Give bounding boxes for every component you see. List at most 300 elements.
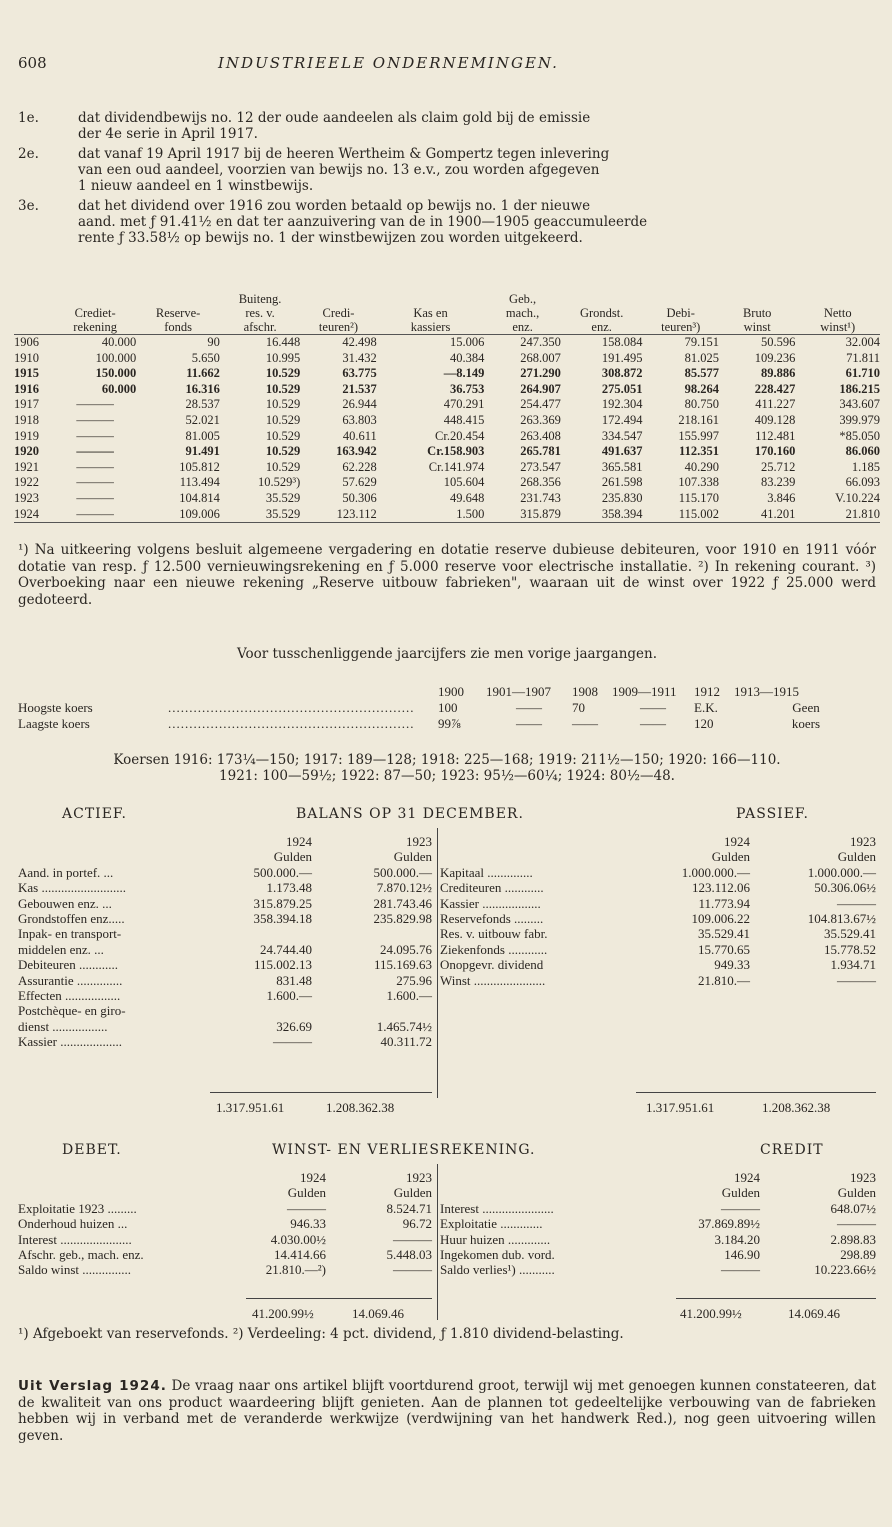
- credit-title: CREDIT: [760, 1142, 824, 1158]
- history-cell: 26.944: [342, 397, 377, 412]
- history-cell: 399.979: [839, 412, 880, 427]
- history-header-cell: mach.,: [505, 306, 540, 320]
- history-cell: 273.547: [520, 459, 561, 474]
- history-header-cell: afschr.: [243, 320, 277, 334]
- ledger-label: Huur huizen .............: [440, 1231, 551, 1247]
- ledger-label: Kas ..........................: [18, 880, 126, 896]
- ledger-row: [440, 880, 876, 895]
- history-row: [14, 382, 880, 398]
- balans-title: BALANS OP 31 DECEMBER.: [296, 806, 524, 822]
- ledger-amount: 35.529.41: [824, 926, 876, 942]
- history-cell: 264.907: [520, 381, 561, 396]
- history-cell: 113.494: [179, 475, 220, 490]
- history-cell: 15.006: [377, 335, 485, 351]
- history-cell: 91.491: [185, 444, 220, 459]
- ledger-label: Kassier ...................: [18, 1034, 122, 1050]
- history-cell: 191.495: [601, 350, 643, 365]
- history-cell: 254.477: [520, 397, 561, 412]
- ledger-amount: ———: [287, 1200, 326, 1216]
- ledger-amount: 123.112.06: [691, 880, 750, 896]
- history-header-cell: [561, 292, 643, 306]
- history-cell: 3.846: [767, 490, 796, 505]
- year-head: 1924: [286, 834, 312, 849]
- ledger-label: Assurantie ..............: [18, 972, 123, 988]
- history-cell: 268.356: [520, 475, 561, 490]
- unit-head: Gulden: [711, 849, 750, 865]
- history-cell: 10.995: [265, 350, 301, 365]
- history-header-cell: [377, 292, 485, 306]
- history-cell: 86.060: [845, 444, 880, 459]
- ledger-label: Debiteuren ............: [18, 957, 119, 973]
- ledger-amount: 11.773.94: [698, 895, 750, 911]
- history-cell: 186.215: [839, 381, 880, 396]
- unit-head: Gulden: [393, 1185, 432, 1201]
- page-number: 608: [18, 54, 47, 72]
- koers-value: ——: [640, 716, 666, 731]
- ledger-amount: 10.223.66½: [814, 1262, 876, 1278]
- history-header-cell: Bruto: [742, 306, 772, 320]
- history-cell: 105.604: [443, 475, 485, 490]
- item-line: van een oud aandeel, voorzien van bewijs no. 13 e.v., zou worden afgegeven: [78, 162, 600, 178]
- ledger-amount: 4.030.00½: [270, 1231, 326, 1247]
- history-cell: 308.872: [601, 366, 643, 381]
- history-cell: ———: [76, 428, 114, 443]
- history-cell: 50.596: [719, 335, 795, 351]
- ledger-amount: 1.000.000.—: [807, 864, 876, 880]
- history-cell: V.10.224: [835, 490, 880, 505]
- koers-year: 1909—1911: [612, 684, 677, 699]
- koers-year: 1912: [694, 684, 720, 699]
- ledger-amount: 1.934.71: [830, 957, 876, 973]
- history-cell: 358.394: [561, 507, 643, 523]
- passief-table: [440, 834, 876, 988]
- history-year: 1916: [14, 381, 39, 396]
- history-cell: 60.000: [101, 381, 137, 396]
- koers-value: Geen: [792, 700, 820, 715]
- history-year: 1919: [14, 428, 39, 443]
- history-cell: 112.351: [679, 444, 719, 459]
- history-cell: 57.629: [342, 475, 377, 490]
- history-cell: 271.290: [520, 366, 561, 381]
- year-head: 1924: [724, 834, 750, 849]
- ledger-row: [440, 1262, 876, 1277]
- ledger-amount: 500.000.—: [253, 864, 312, 880]
- ledger-label: Interest ......................: [18, 1231, 132, 1247]
- ledger-label: Kassier ..................: [440, 895, 541, 911]
- item-line: dat vanaf 19 April 1917 bij de heeren Wertheim & Gompertz tegen inlevering: [78, 146, 610, 162]
- history-header-cell: Buiteng.: [238, 292, 282, 306]
- history-cell: ———: [76, 490, 114, 505]
- history-header-cell: Kas en: [413, 306, 448, 320]
- koers-table: [18, 684, 878, 732]
- actief-table: [18, 834, 432, 1050]
- passief-total-1924: 1.317.951.61: [646, 1100, 715, 1115]
- history-cell: 247.350: [484, 335, 560, 351]
- history-cell: 10.529: [265, 366, 301, 381]
- history-cell: 10.529: [265, 444, 301, 459]
- ledger-amount: 648.07½: [830, 1200, 876, 1216]
- history-header-cell: Debi-: [666, 306, 695, 320]
- year-head: 1923: [406, 1170, 432, 1185]
- history-cell: 228.427: [754, 381, 796, 396]
- history-cell: 16.448: [220, 335, 300, 351]
- history-cell: 170.160: [754, 444, 796, 459]
- history-cell: 158.084: [561, 335, 643, 351]
- ledger-amount: 298.89: [840, 1247, 876, 1263]
- history-header-row: [14, 320, 880, 335]
- koers-year: 1913—1915: [734, 684, 799, 699]
- history-cell: 42.498: [300, 335, 376, 351]
- year-head: 1924: [300, 1170, 326, 1185]
- history-cell: 448.415: [443, 412, 485, 427]
- history-cell: ———: [54, 507, 136, 523]
- koers-row-high: Hoogste koers .......................................................... 100 —— 70 —— E.K. Geen: [18, 700, 878, 716]
- ledger-row: [18, 926, 432, 941]
- history-cell: 28.537: [185, 397, 220, 412]
- ledger-amount: 500.000.—: [373, 864, 432, 880]
- intermediate-note: Voor tusschenliggende jaarcijfers zie men vorige jaargangen.: [236, 646, 658, 662]
- history-cell: *85.050: [839, 428, 880, 443]
- history-header-cell: [54, 292, 136, 306]
- history-header-cell: [136, 292, 220, 306]
- ledger-row: [18, 1262, 432, 1277]
- ledger-amount: 115.002.13: [253, 957, 312, 973]
- verslag-text: De vraag naar ons artikel blijft voortdurend groot, terwijl wij met genoegen kunnen constateeren, dat de kwaliteit van ons product waardeering blijft genieten. Aan de plannen tot gedeeltelijke verbouwing van de fabrieken hebben wij in verband met de veranderde werkwijze (verdwijning van het handwerk Red.), nog geen uitvoering willen geven.: [18, 1378, 876, 1444]
- ledger-amount: 326.69: [276, 1018, 312, 1034]
- ledger-label: Ziekenfonds ............: [440, 941, 548, 957]
- history-cell: 470.291: [443, 397, 485, 412]
- history-header-row: [14, 292, 880, 306]
- passief-total-rule: [636, 1092, 876, 1093]
- history-header-cell: [643, 292, 719, 306]
- debet-title: DEBET.: [62, 1142, 122, 1158]
- history-cell: 365.581: [601, 459, 643, 474]
- history-cell: 10.529: [265, 381, 301, 396]
- history-year: 1915: [14, 366, 39, 381]
- koers-row-low: Laagste koers .......................................................... 99⅞ —— —— —— 120 koers: [18, 716, 878, 732]
- ledger-row: [440, 911, 876, 926]
- history-cell: 25.712: [761, 459, 796, 474]
- ledger-row: [18, 911, 432, 926]
- ledger-amount: 831.48: [276, 972, 312, 988]
- ledger-amount: 21.810.—: [698, 972, 750, 988]
- koers-value: E.K.: [694, 700, 718, 715]
- ledger-amount: 949.33: [714, 957, 750, 973]
- ledger-amount: 1.600.—: [266, 988, 312, 1004]
- ledger-label: Afschr. geb., mach. enz.: [18, 1247, 144, 1263]
- ledger-label: Ingekomen dub. vord.: [440, 1247, 555, 1263]
- history-row: [14, 397, 880, 413]
- ledger-label: Exploitatie .............: [440, 1216, 543, 1232]
- passief-total-1923: 1.208.362.38: [762, 1100, 831, 1115]
- history-cell: 85.577: [684, 366, 719, 381]
- history-cell: 35.529: [265, 490, 301, 505]
- koers-value: 70: [572, 700, 585, 715]
- ledger-amount: 35.529.41: [698, 926, 750, 942]
- ledger-label: Reservefonds .........: [440, 911, 544, 927]
- ledger-amount: ———: [721, 1200, 760, 1216]
- ledger-row: [440, 865, 876, 880]
- credit-table: [440, 1170, 876, 1278]
- history-cell: 63.803: [342, 412, 377, 427]
- running-title: INDUSTRIEELE ONDERNEMINGEN.: [218, 54, 559, 72]
- ledger-label: middelen enz. ...: [18, 941, 104, 957]
- actief-title: ACTIEF.: [62, 806, 127, 822]
- passief-title: PASSIEF.: [736, 806, 809, 822]
- history-cell: 263.369: [520, 412, 561, 427]
- history-cell: ———: [76, 475, 114, 490]
- ledger-amount: 281.743.46: [373, 895, 432, 911]
- history-cell: 40.290: [684, 459, 719, 474]
- history-cell: 261.598: [601, 475, 643, 490]
- credit-total-1923: 14.069.46: [788, 1306, 840, 1321]
- history-cell: Cr.141.974: [428, 459, 485, 474]
- koers-value: koers: [791, 716, 821, 731]
- koersen-line-2: 1921: 100—59½; 1922: 87—50; 1923: 95½—60¼; 1924: 80½—48.: [219, 768, 675, 784]
- history-cell: 115.170: [678, 490, 719, 505]
- history-cell: 40.384: [449, 350, 485, 365]
- koers-value: ——: [640, 700, 666, 715]
- ledger-row: [440, 957, 876, 972]
- ledger-amount: 1.173.48: [266, 880, 312, 896]
- history-header-cell: [14, 320, 54, 335]
- history-year: 1918: [14, 412, 39, 427]
- history-cell: 1.500: [377, 507, 485, 523]
- history-cell: 109.006: [136, 507, 220, 523]
- history-cell: 268.007: [520, 350, 561, 365]
- ledger-amount: 358.394.18: [253, 911, 312, 927]
- ledger-row: [18, 1201, 432, 1216]
- history-cell: 80.750: [684, 397, 719, 412]
- credit-total-1924: 41.200.99½: [680, 1306, 742, 1321]
- year-head: 1923: [406, 834, 432, 849]
- debet-total-1924: 41.200.99½: [252, 1306, 314, 1321]
- history-header-cell: Reserve-: [155, 306, 201, 320]
- ledger-row: [18, 1247, 432, 1262]
- history-row: [14, 413, 880, 429]
- history-row: [14, 475, 880, 491]
- ledger-amount: 946.33: [290, 1216, 326, 1232]
- verslag-paragraph: [18, 1378, 876, 1444]
- history-cell: 83.239: [761, 475, 796, 490]
- history-cell: 52.021: [185, 412, 220, 427]
- history-header-cell: [719, 292, 795, 306]
- ledger-amount: 21.810.—²): [265, 1262, 326, 1278]
- ledger-amount: 104.813.67½: [807, 911, 876, 927]
- history-cell: 81.005: [185, 428, 220, 443]
- ledger-label: Onderhoud huizen ...: [18, 1216, 128, 1232]
- history-cell: 62.228: [342, 459, 377, 474]
- history-cell: 1.185: [851, 459, 880, 474]
- ledger-label: Grondstoffen enz.....: [18, 911, 125, 927]
- ledger-amount: 14.414.66: [274, 1247, 326, 1263]
- history-cell: 343.607: [839, 397, 880, 412]
- history-cell: 100.000: [95, 350, 137, 365]
- item-line: dat het dividend over 1916 zou worden betaald op bewijs no. 1 der nieuwe: [78, 198, 591, 214]
- ledger-amount: 15.778.52: [824, 941, 876, 957]
- history-cell: 104.814: [179, 490, 220, 505]
- ledger-label: Onopgevr. dividend: [440, 957, 544, 973]
- ledger-amount: [312, 1003, 432, 1018]
- history-header-cell: enz.: [591, 320, 612, 334]
- history-cell: 334.547: [601, 428, 643, 443]
- history-cell: 192.304: [601, 397, 643, 412]
- ledger-label: Inpak- en transport-: [18, 926, 122, 942]
- koers-year: 1900: [438, 684, 464, 699]
- history-cell: 90: [136, 335, 220, 351]
- unit-head: Gulden: [393, 849, 432, 865]
- history-cell: 150.000: [95, 366, 137, 381]
- history-cell: 315.879: [484, 507, 560, 523]
- history-cell: 66.093: [845, 475, 880, 490]
- ledger-label: dienst .................: [18, 1018, 108, 1034]
- koers-value: 120: [694, 716, 714, 731]
- year-head: 1923: [850, 1170, 876, 1185]
- history-cell: 105.812: [179, 459, 220, 474]
- history-header-cell: rekening: [73, 320, 118, 334]
- ledger-amount: 235.829.98: [373, 911, 432, 927]
- ledger-row: [18, 1216, 432, 1231]
- ledger-label: Saldo verlies¹) ...........: [440, 1262, 555, 1278]
- history-cell: —8.149: [443, 366, 485, 381]
- item-line: rente ƒ 33.58½ op bewijs no. 1 der winstbewijzen zou worden uitgekeerd.: [78, 230, 583, 246]
- unit-head: Gulden: [273, 849, 312, 865]
- history-cell: 275.051: [601, 381, 643, 396]
- ledger-amount: ———: [837, 1216, 876, 1232]
- ledger-row: [440, 973, 876, 988]
- history-year: 1906: [14, 335, 54, 351]
- year-head: 1924: [734, 1170, 760, 1185]
- history-header-cell: [795, 292, 880, 306]
- history-cell: 40.000: [54, 335, 136, 351]
- history-cell: Cr.158.903: [427, 444, 485, 459]
- history-cell: 50.306: [342, 490, 377, 505]
- history-cell: 123.112: [300, 507, 376, 523]
- ledger-amount: 96.72: [402, 1216, 432, 1232]
- history-year: 1921: [14, 459, 39, 474]
- ledger-label: Res. v. uitbouw fabr.: [440, 926, 548, 942]
- ledger-amount: 15.770.65: [698, 941, 750, 957]
- history-cell: 63.775: [342, 366, 377, 381]
- history-cell: 265.781: [520, 444, 561, 459]
- ledger-amount: 24.095.76: [380, 941, 432, 957]
- history-cell: 112.481: [755, 428, 796, 443]
- ledger-amount: 2.898.83: [830, 1231, 876, 1247]
- item-number: 3e.: [18, 198, 39, 214]
- ledger-label: Kapitaal ..............: [440, 864, 533, 880]
- history-year: 1910: [14, 350, 39, 365]
- ledger-row: [18, 957, 432, 972]
- unit-head: Gulden: [721, 1185, 760, 1201]
- ledger-row: [18, 1019, 432, 1034]
- item-line: aand. met ƒ 91.41½ en dat ter aanzuivering van de in 1900—1905 geaccumuleerde: [78, 214, 648, 230]
- koers-value: ——: [516, 716, 542, 731]
- ledger-amount: ———: [273, 1034, 312, 1050]
- item-line: 1 nieuw aandeel en 1 winstbewijs.: [78, 178, 314, 194]
- actief-total-rule: [210, 1092, 432, 1093]
- ledger-label: Effecten .................: [18, 988, 121, 1004]
- ledger-amount: 50.306.06½: [814, 880, 876, 896]
- history-year: 1920: [14, 444, 39, 459]
- history-cell: 5.650: [191, 350, 220, 365]
- year-head: 1923: [850, 834, 876, 849]
- history-header-cell: Grondst.: [579, 306, 624, 320]
- history-cell: 10.529³): [257, 475, 301, 490]
- history-cell: 16.316: [185, 381, 220, 396]
- ledger-amount: ———: [393, 1262, 432, 1278]
- ledger-amount: [214, 926, 312, 941]
- koers-label: Hoogste koers: [18, 700, 93, 715]
- history-row: [14, 460, 880, 476]
- ledger-label: Winst ......................: [440, 972, 546, 988]
- history-cell: 89.886: [761, 366, 796, 381]
- history-cell: 231.743: [520, 490, 561, 505]
- history-cell: 32.004: [795, 335, 880, 351]
- ledger-amount: 146.90: [724, 1247, 760, 1263]
- history-cell: 79.151: [643, 335, 719, 351]
- page-header: [18, 54, 874, 76]
- history-header-cell: teuren²): [318, 320, 359, 334]
- wv-divider: [437, 1164, 438, 1320]
- history-header-row: [14, 306, 880, 320]
- ledger-label: Exploitatie 1923 .........: [18, 1200, 137, 1216]
- history-cell: 409.128: [754, 412, 796, 427]
- history-header-cell: winst: [743, 320, 771, 334]
- history-header-cell: teuren³): [661, 320, 701, 334]
- history-cell: ———: [76, 459, 114, 474]
- footnote-wv: ¹) Afgeboekt van reservefonds. ²) Verdeeling: 4 pct. dividend, ƒ 1.810 dividend-belasting.: [18, 1326, 624, 1342]
- credit-total-rule: [676, 1298, 876, 1299]
- ledger-amount: 1.000.000.—: [681, 864, 750, 880]
- item-line: dat dividendbewijs no. 12 der oude aandeelen als claim gold bij de emissie: [78, 110, 591, 126]
- ledger-amount: 40.311.72: [380, 1034, 432, 1050]
- history-header-cell: Crediet-: [74, 306, 116, 320]
- ledger-row: [18, 865, 432, 880]
- history-cell: 35.529: [220, 507, 300, 523]
- history-year: 1923: [14, 490, 39, 505]
- koers-value: 99⅞: [438, 716, 461, 731]
- numbered-item-2: [18, 146, 874, 194]
- history-cell: 31.432: [342, 350, 377, 365]
- ledger-label: Saldo winst ...............: [18, 1262, 132, 1278]
- history-cell: 49.648: [449, 490, 485, 505]
- history-cell: 163.942: [336, 444, 377, 459]
- history-header-cell: Geb.,: [509, 292, 537, 306]
- history-cell: ———: [76, 412, 114, 427]
- ledger-row: [18, 988, 432, 1003]
- verslag-heading: Uit Verslag 1924.: [18, 1378, 167, 1394]
- ledger-amount: [214, 1003, 312, 1018]
- ledger-amount: 24.744.40: [260, 941, 312, 957]
- ledger-row: [440, 896, 876, 911]
- ledger-amount: [312, 926, 432, 941]
- history-row: [14, 507, 880, 523]
- history-cell: 107.338: [678, 475, 719, 490]
- debet-total-rule: [246, 1298, 432, 1299]
- history-row: [14, 491, 880, 507]
- history-cell: 40.611: [342, 428, 377, 443]
- koersen-line-1: Koersen 1916: 173¼—150; 1917: 189—128; 1918: 225—168; 1919: 211½—150; 1920: 166—110.: [113, 752, 781, 768]
- history-year: 1922: [14, 475, 39, 490]
- ledger-label: Postchèque- en giro-: [18, 1003, 126, 1019]
- ledger-amount: 275.96: [396, 972, 432, 988]
- ledger-row: [440, 1232, 876, 1247]
- history-cell: Cr.20.454: [435, 428, 485, 443]
- debet-table: [18, 1170, 432, 1278]
- history-cell: 98.264: [684, 381, 719, 396]
- history-header-cell: res. v.: [245, 306, 275, 320]
- ledger-amount: 1.465.74½: [376, 1018, 432, 1034]
